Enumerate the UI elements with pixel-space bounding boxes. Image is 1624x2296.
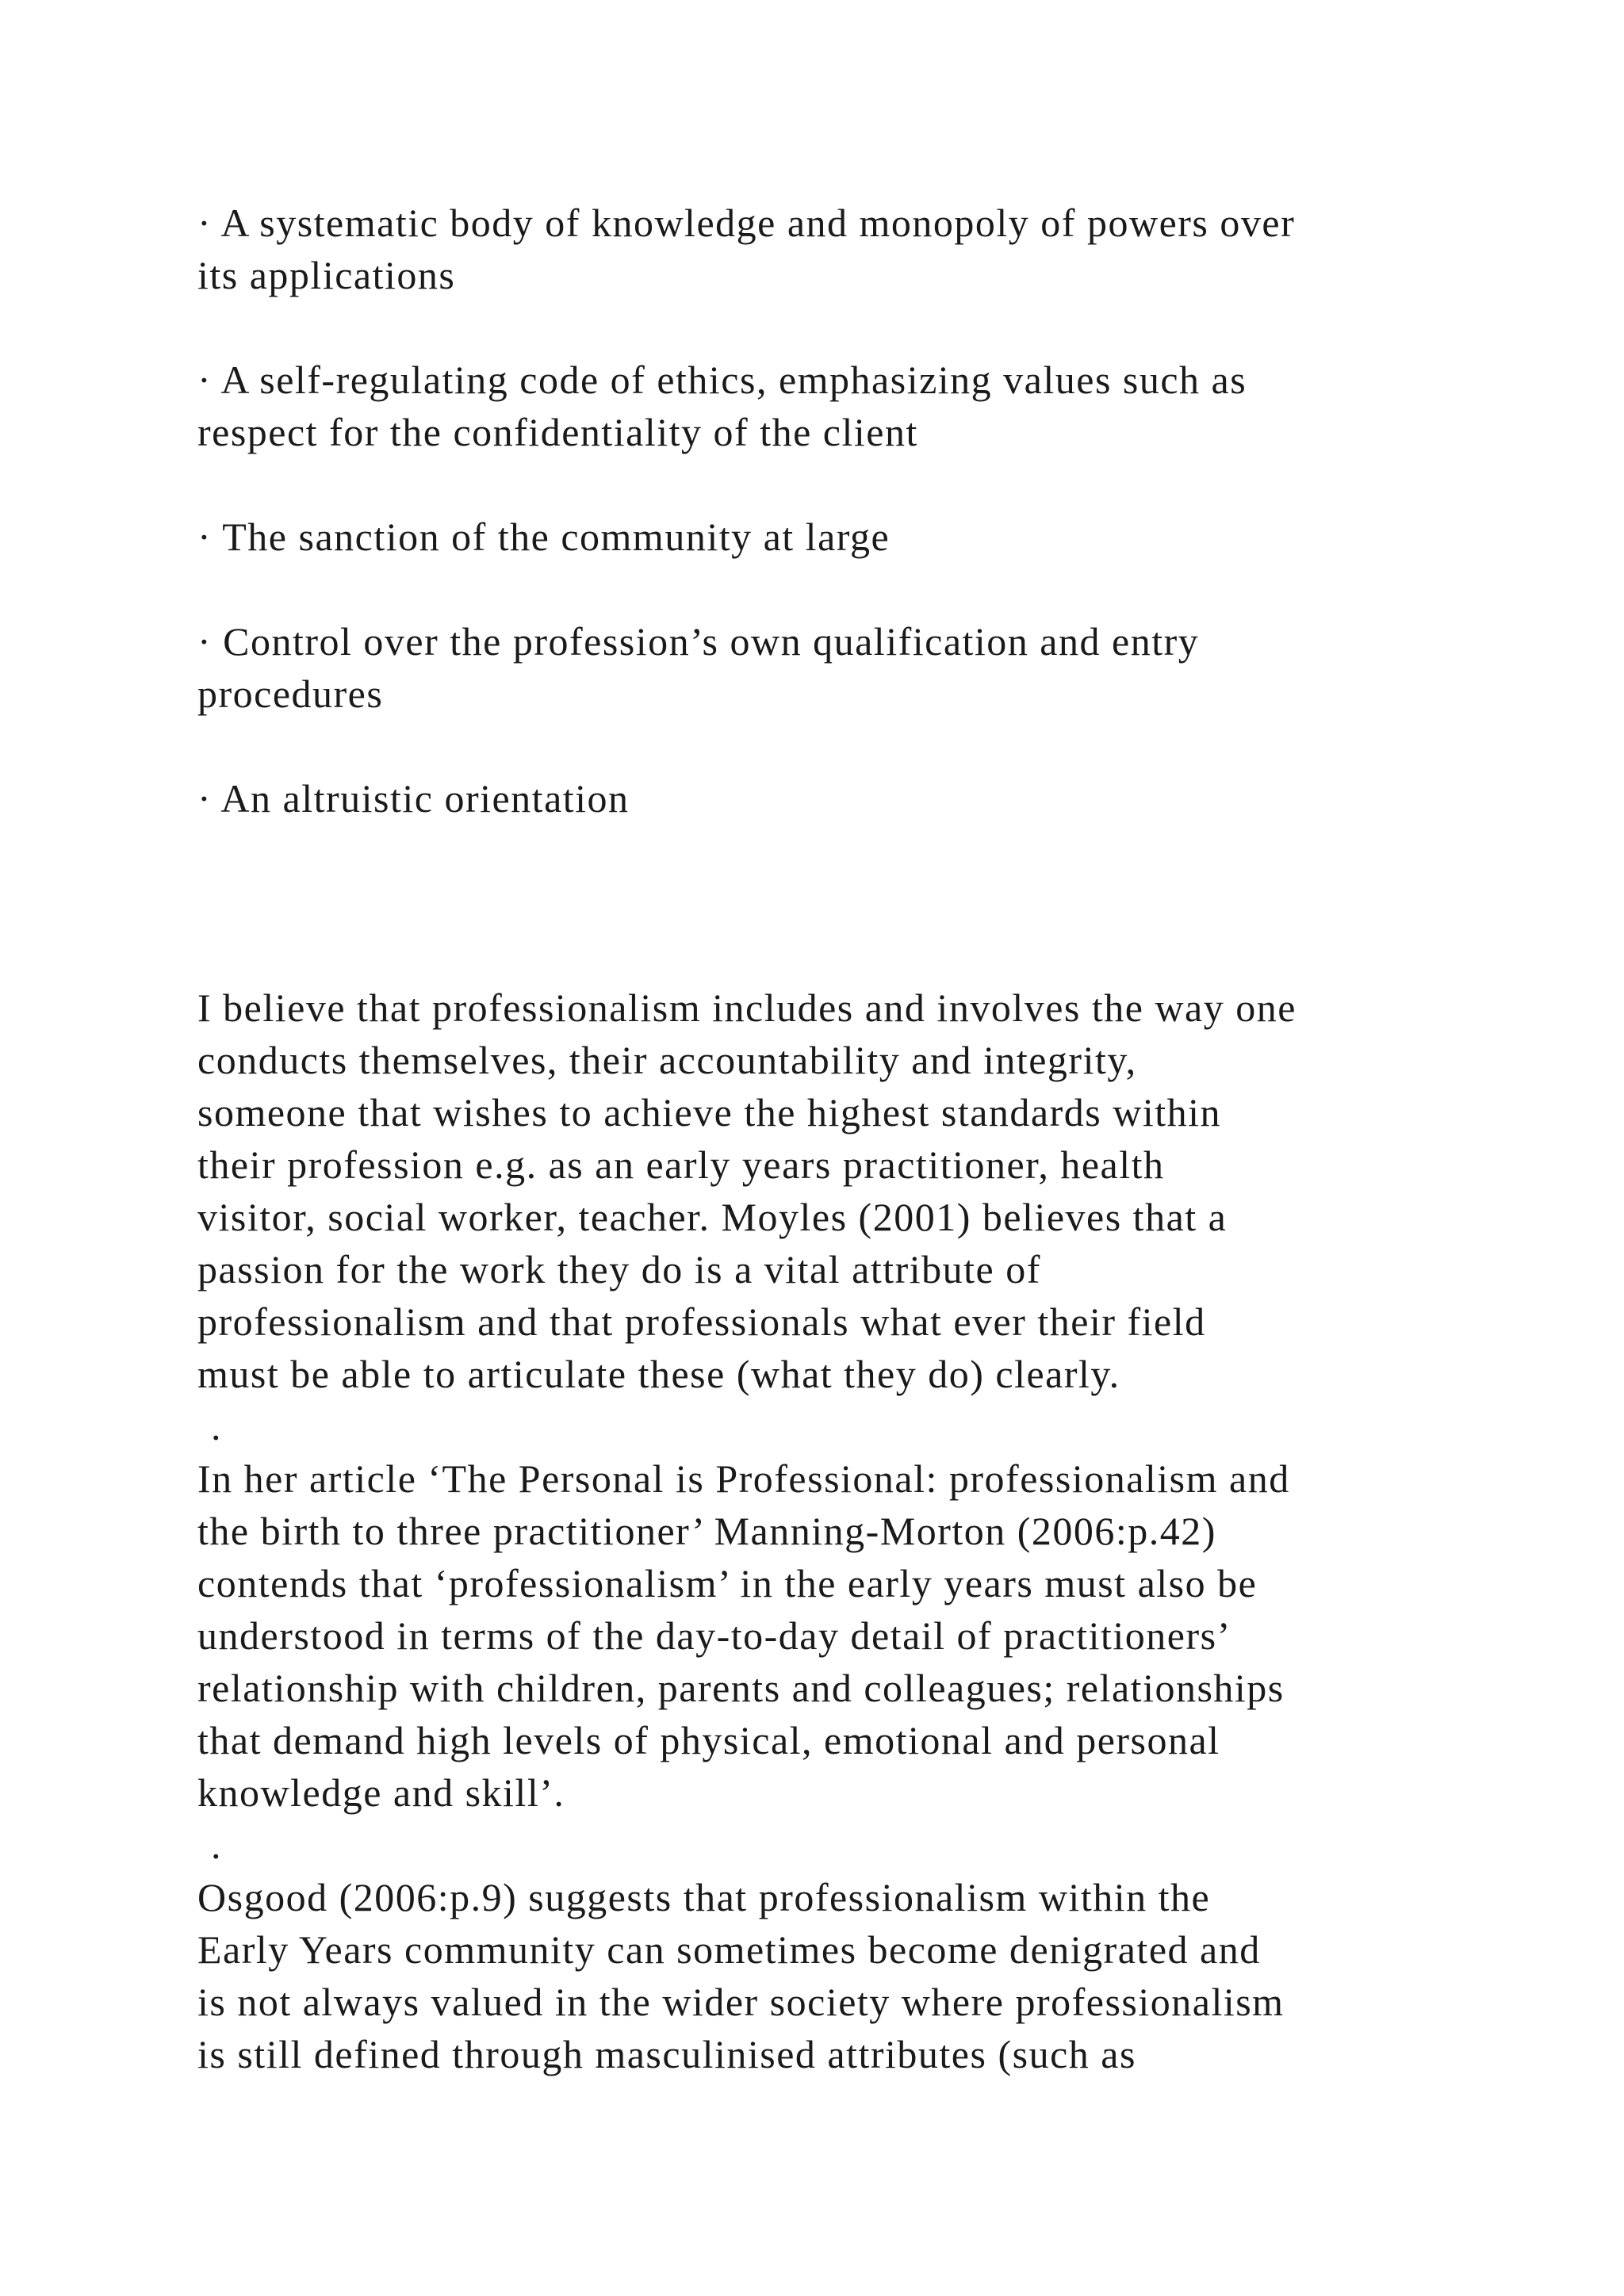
- paragraph-2-line-7: knowledge and skill’.: [197, 1770, 565, 1815]
- bullet-1-line-1: · A systematic body of knowledge and monopoly of powers over: [197, 201, 1296, 245]
- paragraph-2-line-1: In her article ‘The Personal is Professional: professionalism and: [197, 1456, 1290, 1501]
- paragraph-1-line-7: professionalism and that professionals what ever their field: [197, 1299, 1206, 1344]
- paragraph-1-line-3: someone that wishes to achieve the highest standards within: [197, 1090, 1222, 1135]
- bullet-4-line-2: procedures: [197, 672, 384, 716]
- bullet-1-line-2: its applications: [197, 253, 456, 297]
- separator-dot-1: .: [211, 1404, 222, 1448]
- paragraph-3-line-3: is not always valued in the wider society where professionalism: [197, 1980, 1285, 2024]
- bullet-3-line-1: · The sanction of the community at large: [197, 515, 891, 559]
- paragraph-3-line-1: Osgood (2006:p.9) suggests that professionalism within the: [197, 1875, 1211, 1919]
- paragraph-3-line-4: is still defined through masculinised attributes (such as: [197, 2032, 1136, 2076]
- paragraph-2-line-2: the birth to three practitioner’ Manning-Morton (2006:p.42): [197, 1509, 1216, 1553]
- paragraph-3-line-2: Early Years community can sometimes become denigrated and: [197, 1927, 1261, 1972]
- bullet-2-line-1: · A self-regulating code of ethics, emphasizing values such as: [197, 358, 1247, 402]
- paragraph-2-line-4: understood in terms of the day-to-day detail of practitioners’: [197, 1613, 1231, 1658]
- paragraph-2-line-5: relationship with children, parents and colleagues; relationships: [197, 1666, 1285, 1710]
- bullet-4-line-1: · Control over the profession’s own qualification and entry: [197, 619, 1200, 664]
- separator-dot-2: .: [211, 1823, 222, 1867]
- bullet-2-line-2: respect for the confidentiality of the client: [197, 410, 918, 454]
- paragraph-1-line-8: must be able to articulate these (what they do) clearly.: [197, 1352, 1120, 1396]
- paragraph-2-line-6: that demand high levels of physical, emotional and personal: [197, 1718, 1220, 1762]
- bullet-5-line-1: · An altruistic orientation: [197, 776, 630, 821]
- paragraph-1-line-6: passion for the work they do is a vital attribute of: [197, 1247, 1041, 1292]
- paragraph-1-line-1: I believe that professionalism includes and involves the way one: [197, 985, 1297, 1030]
- paragraph-2-line-3: contends that ‘professionalism’ in the early years must also be: [197, 1561, 1258, 1605]
- paragraph-1-line-2: conducts themselves, their accountability and integrity,: [197, 1038, 1137, 1082]
- paragraph-1-line-4: their profession e.g. as an early years practitioner, health: [197, 1142, 1165, 1187]
- paragraph-1-line-5: visitor, social worker, teacher. Moyles (2001) believes that a: [197, 1195, 1228, 1239]
